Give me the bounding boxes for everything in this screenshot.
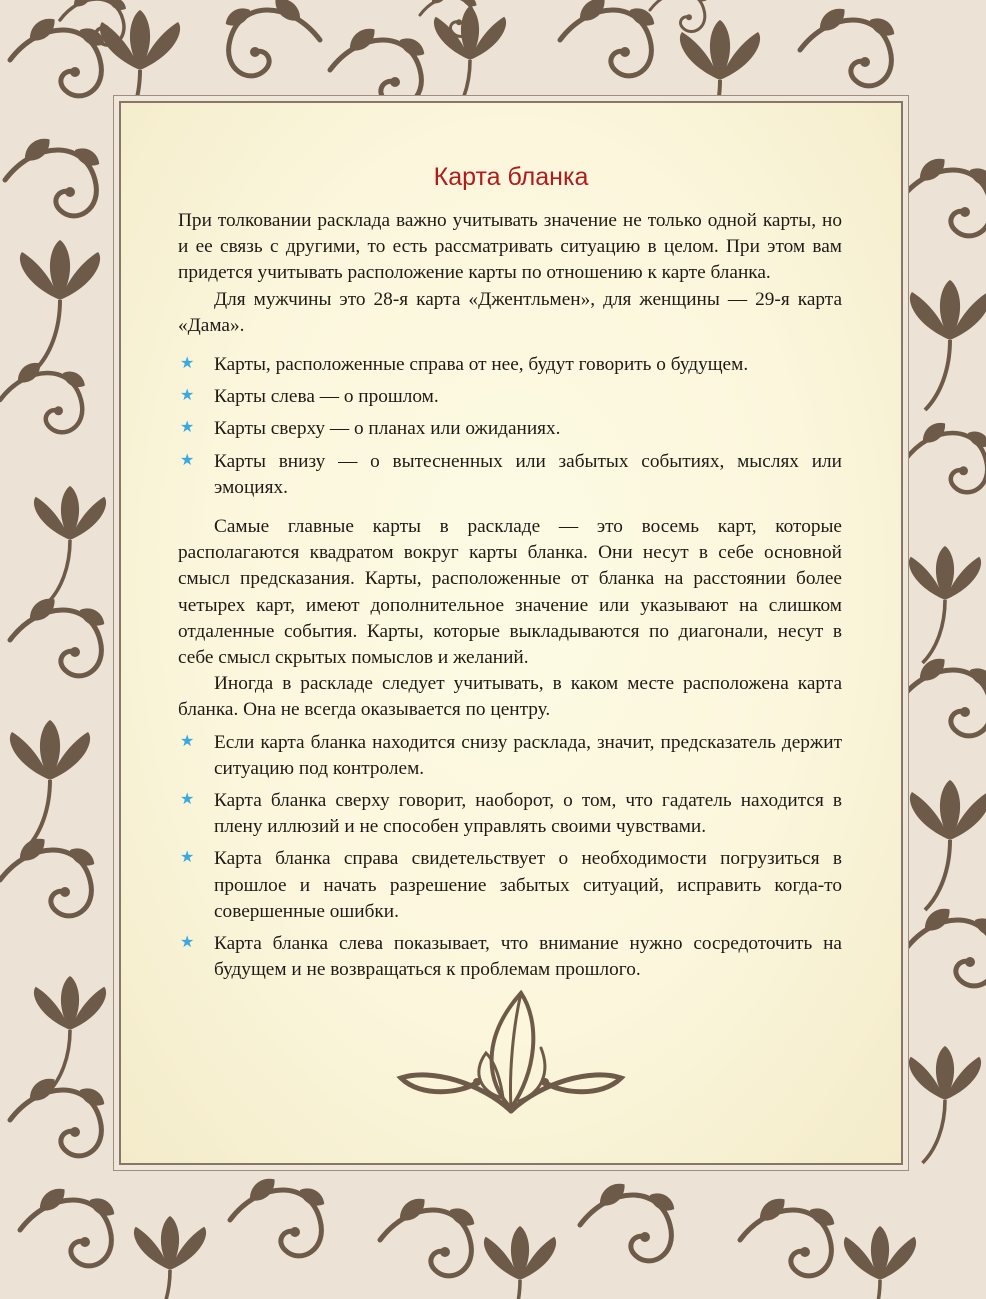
list-item-text: Карты сверху — о планах или ожиданиях.: [214, 418, 561, 440]
list-item-text: Карты внизу — о вытесненных или забытых событиях, мыслях или эмоциях.: [214, 450, 842, 498]
list-item: [178, 931, 842, 983]
star-bullet-icon: ★: [180, 732, 195, 750]
list-item: [178, 788, 842, 840]
list-item: [178, 352, 842, 378]
star-bullet-icon: ★: [180, 387, 195, 405]
list-item: [178, 730, 842, 782]
star-bullet-icon: ★: [180, 451, 195, 469]
text-panel: [119, 101, 903, 1165]
star-bullet-icon: ★: [180, 791, 195, 809]
page-title: Карта бланка: [433, 163, 589, 191]
list-item: [178, 846, 842, 925]
list-item-text: Карта бланка слева показывает, что внимание нужно сосредоточить на будущем и не возвращаться к проблемам прошлого.: [214, 933, 842, 981]
list-item-text: Карта бланка сверху говорит, наоборот, о том, что гадатель находится в плену иллюзий и не способен управлять своими чувствами.: [214, 790, 842, 838]
star-bullet-icon: ★: [180, 419, 195, 437]
star-bullet-icon: ★: [180, 355, 195, 373]
list-item: [178, 416, 842, 442]
star-bullet-icon: ★: [180, 849, 195, 867]
list-item-text: Если карта бланка находится снизу расклада, значит, предсказатель держит ситуацию под контролем.: [214, 731, 842, 779]
body-text: [178, 208, 842, 989]
list-item: [178, 384, 842, 410]
paragraph: Для мужчины это 28-я карта «Джентльмен», для женщины — 29-я карта «Дама».: [178, 288, 842, 336]
star-bullet-icon: ★: [180, 934, 195, 952]
list-item: [178, 449, 842, 501]
paragraph: При толковании расклада важно учитывать значение не только одной карты, но и ее связь с другими, то есть рассматривать ситуацию в целом. При этом вам придется учитывать расположение карты по отношению к карте бланка.: [178, 210, 842, 284]
list-item-text: Карты слева — о прошлом.: [214, 386, 439, 408]
list-item-text: Карта бланка справа свидетельствует о необходимости погрузиться в прошлое и начать разрешение забытых ситуаций, исправить когда-то совершенные ошибки.: [214, 848, 842, 922]
list-item-text: Карты, расположенные справа от нее, будут говорить о будущем.: [214, 354, 749, 376]
fleuron-ornament: [391, 983, 631, 1118]
paragraph: Иногда в раскладе следует учитывать, в каком месте расположена карта бланка. Она не всегда оказывается по центру.: [178, 673, 842, 721]
paragraph: Самые главные карты в раскладе — это восемь карт, которые располагаются квадратом вокруг карты бланка. Они несут в себе основной смысл предсказания. Карты, расположенные от бланка на расстоянии более четырех карт, имеют дополнительное значение или указывают на слишком отдаленные события. Карты, которые выкладываются по диагонали, несут в себе смысл скрытых помыслов и желаний.: [178, 516, 842, 669]
